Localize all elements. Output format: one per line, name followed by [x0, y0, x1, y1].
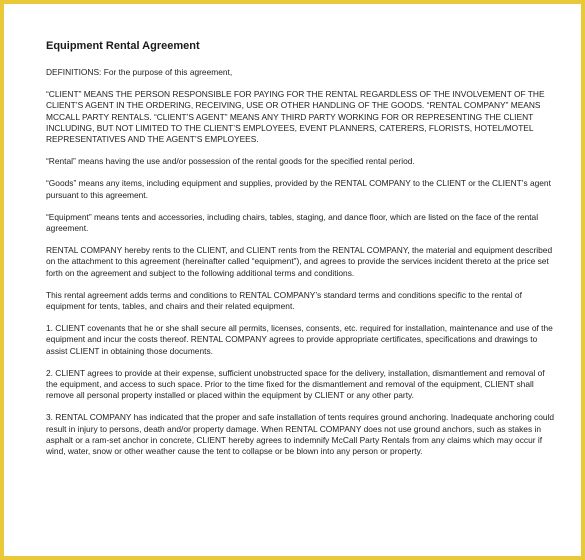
bottom-fade: [4, 526, 581, 556]
rental-terms-paragraph: RENTAL COMPANY hereby rents to the CLIENT, and CLIENT rents from the RENTAL COMPANY, the material and equipment described on the attachment to this agreement (hereinafter called “equipment”), and agrees to provide the services incident thereto at the price set forth on the agreement and subject to the following additional terms and conditions.: [46, 245, 553, 278]
clause-3: 3. RENTAL COMPANY has indicated that the proper and safe installation of tents requires ground anchoring. Inadequate anchoring could result in injury to persons, death and/or property damage. When RENTAL COMPANY does not use ground anchors, such as stakes in asphalt or a ram-set anchor in concrete, CLIENT hereby agrees to indemnify McCall Party Rentals from any claims which may occur if wind, water, snow or other weather cause the tent to collapse or be blown into any person or property.: [46, 412, 555, 457]
definitions-intro: DEFINITIONS: For the purpose of this agreement,: [46, 67, 233, 77]
client-definition: “CLIENT” MEANS THE PERSON RESPONSIBLE FOR PAYING FOR THE RENTAL REGARDLESS OF THE INVOLVEMENT OF THE CLIENT’S AGENT IN THE ORDERING, RECEIVING, USE OR OTHER HANDLING OF THE GOODS. “RENTAL COMPANY” MEANS MCCALL PARTY RENTALS. “CLIENT’S AGENT” MEANS ANY THIRD PARTY WORKING FOR OR REPRESENTING THE CLIENT INCLUDING, BUT NOT LIMITED TO THE CLIENT’S EMPLOYEES, EVENT PLANNERS, CATERERS, FLORISTS, HOTEL/MOTEL REPRESENTATIVES AND THE AGENT’S EMPLOYEES.: [46, 89, 545, 145]
rental-definition: “Rental” means having the use and/or possession of the rental goods for the specified rental period.: [46, 156, 415, 167]
clause-1: 1. CLIENT covenants that he or she shall secure all permits, licenses, consents, etc. required for installation, maintenance and use of the equipment and incur the costs thereof. RENTAL COMPANY agrees to provide appropriate certificates, specifications and drawings to assist CLIENT in obtaining those documents.: [46, 323, 553, 356]
equipment-definition: “Equipment” means tents and accessories, including chairs, tables, staging, and dance floor, which are listed on the face of the rental agreement.: [46, 211, 539, 234]
clause-2: 2. CLIENT agrees to provide at their expense, sufficient unobstructed space for the delivery, installation, dismantlement and removal of the equipment, and access to such space. Prior to the time fixed for the dismantlement and removal of the equipment, CLIENT shall remove all personal property installed or placed within the equipment by CLIENT or any other party.: [46, 367, 545, 401]
document-title: Equipment Rental Agreement: [46, 40, 200, 52]
document-body: [46, 40, 556, 468]
goods-definition: “Goods” means any items, including equipment and supplies, provided by the RENTAL COMPANY to the CLIENT or the CLIENT’s agent pursuant to this agreement.: [46, 178, 551, 200]
additional-terms-paragraph: This rental agreement adds terms and conditions to RENTAL COMPANY’s standard terms and conditions specific to the rental of equipment for tents, tables, and chairs and their related equipment.: [46, 289, 522, 312]
document-page: [4, 4, 581, 556]
